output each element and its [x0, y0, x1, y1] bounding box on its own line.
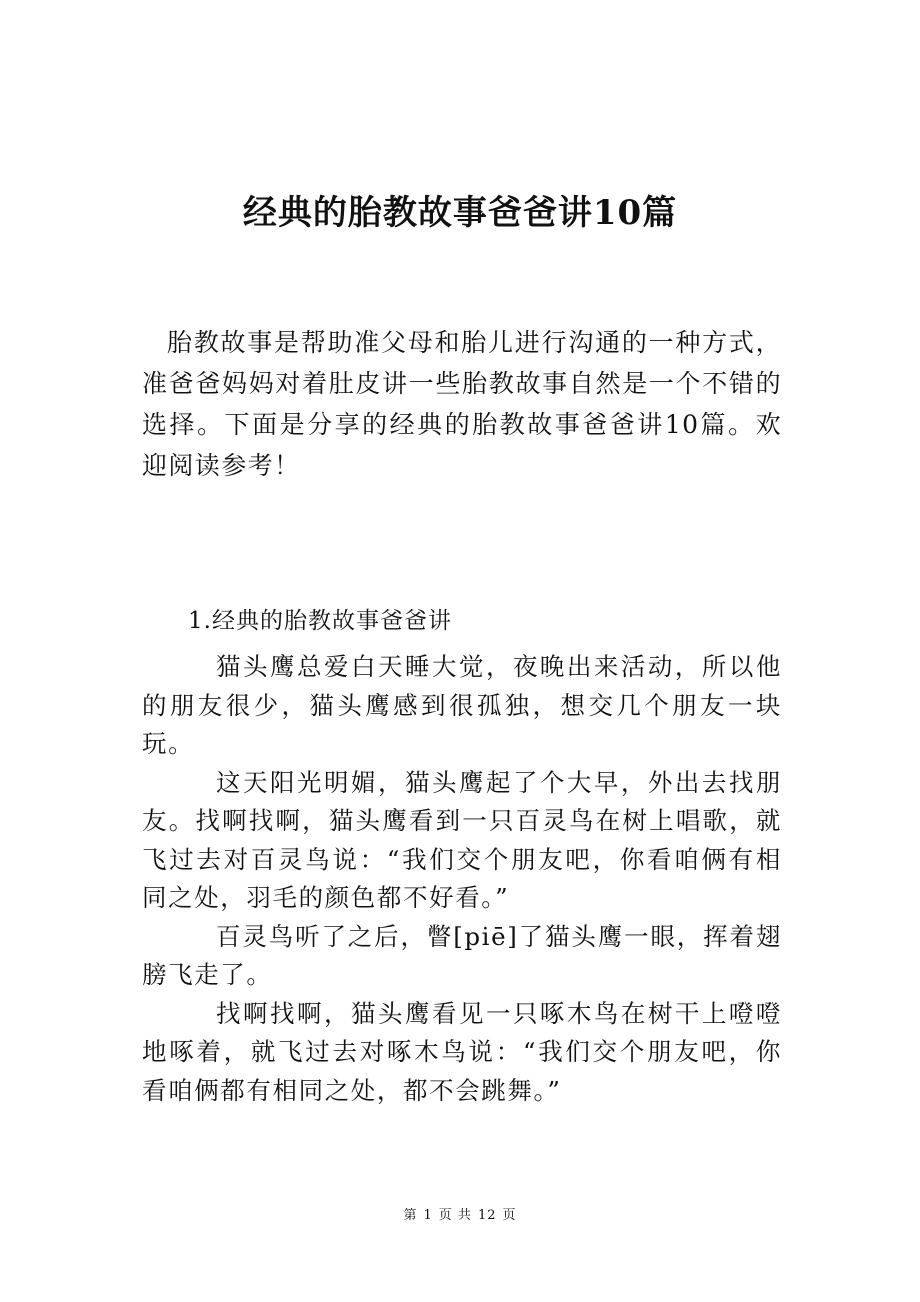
- document-title: 经典的胎教故事爸爸讲10篇: [242, 193, 678, 233]
- footer-prefix: 第: [403, 1208, 418, 1223]
- story-body: [142, 648, 782, 1110]
- intro-paragraph: 胎教故事是帮助准父母和胎儿进行沟通的一种方式，准爸爸妈妈对着肚皮讲一些胎教故事自然是一个不错的选择。下面是分享的经典的胎教故事爸爸讲10篇。欢迎阅读参考！: [142, 328, 782, 480]
- footer-middle: 页 共: [438, 1208, 472, 1223]
- story-paragraph: 这天阳光明媚，猫头鹰起了个大早，外出去找朋友。找啊找啊，猫头鹰看到一只百灵鸟在树上唱歌，就飞过去对百灵鸟说：“我们交个朋友吧，你看咱俩有相同之处，羽毛的颜色都不好看。”: [142, 767, 782, 912]
- footer-page-current: 1: [423, 1208, 433, 1223]
- story-paragraph: 找啊找啊，猫头鹰看见一只啄木鸟在树干上噔噔地啄着，就飞过去对啄木鸟说：“我们交个朋友吧，你看咱俩都有相同之处，都不会跳舞。”: [142, 998, 782, 1105]
- section-heading: 1.经典的胎教故事爸爸讲: [188, 608, 452, 634]
- story-paragraph: 百灵鸟听了之后，瞥[piē]了猫头鹰一眼，挥着翅膀飞走了。: [142, 921, 782, 989]
- footer-suffix: 页: [502, 1208, 517, 1223]
- story-paragraph: 猫头鹰总爱白天睡大觉，夜晚出来活动，所以他的朋友很少，猫头鹰感到很孤独，想交几个朋友一块玩。: [142, 652, 782, 758]
- page-footer: [0, 1206, 920, 1226]
- footer-page-total: 12: [477, 1208, 497, 1223]
